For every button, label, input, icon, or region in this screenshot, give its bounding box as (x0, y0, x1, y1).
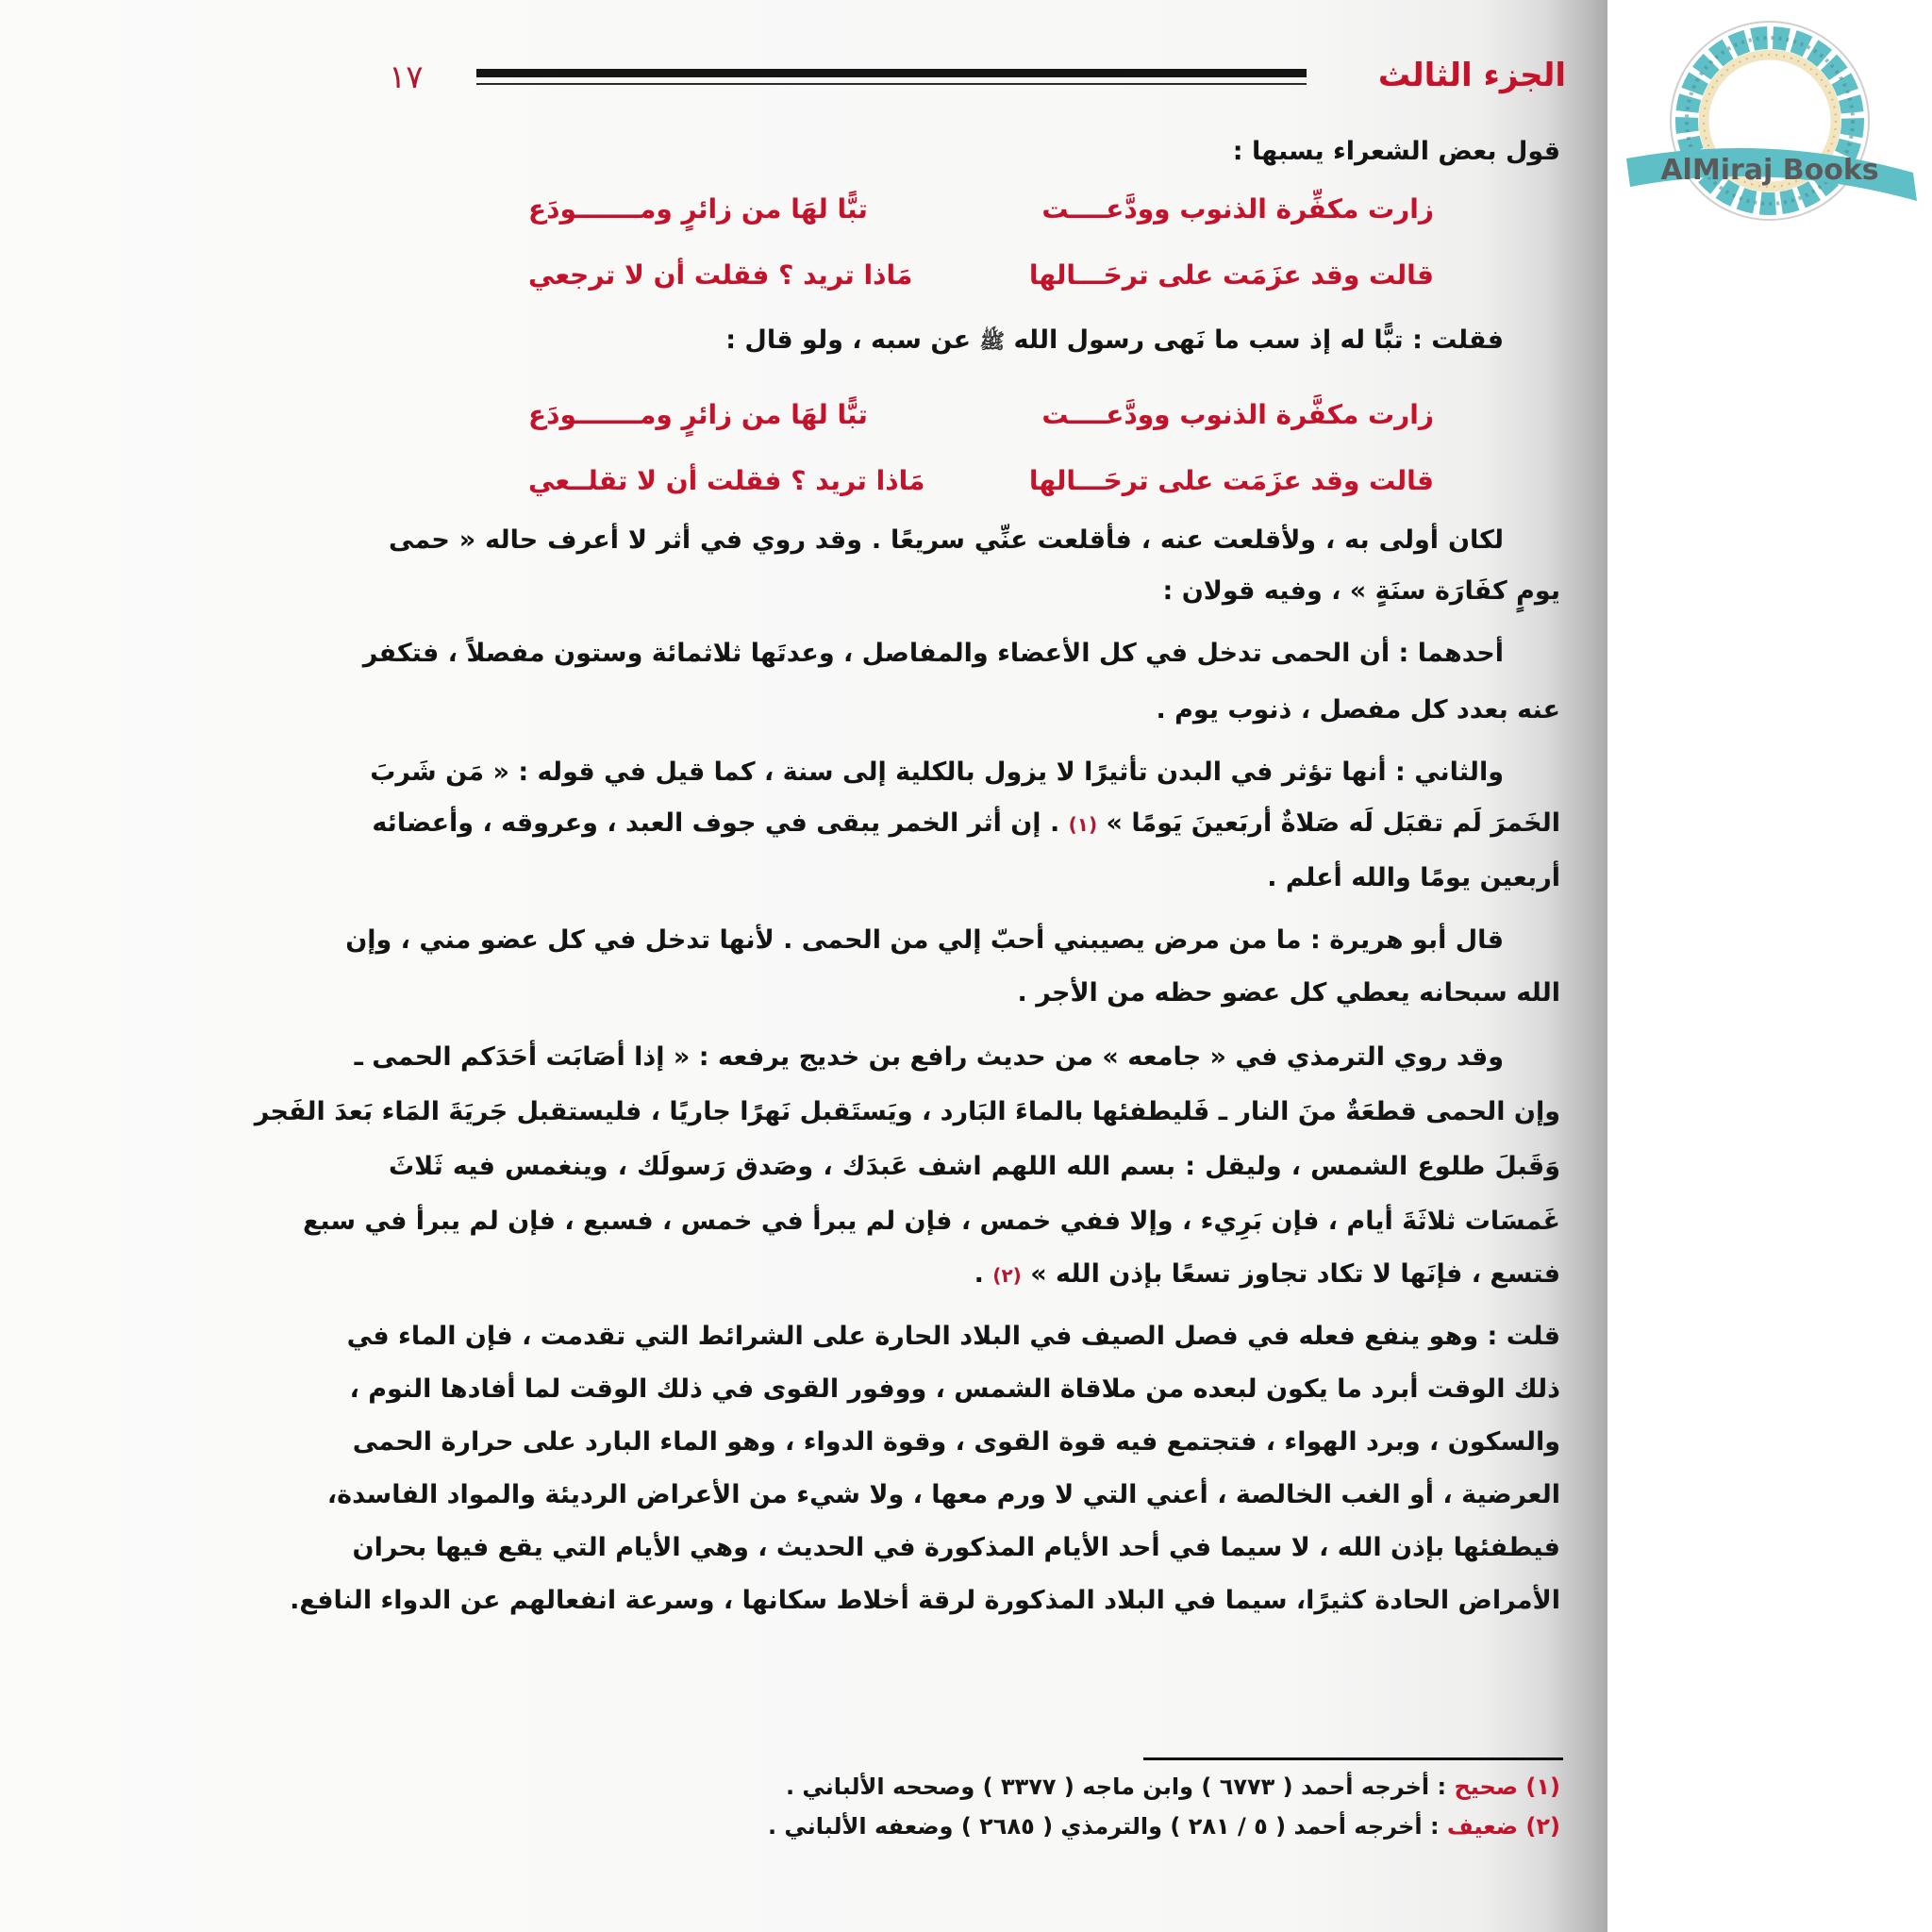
paragraph-7-line-6: الأمراض الحادة كثيرًا، سيما في البلاد المذكورة لرقة أخلاط سكانها ، وسرعة انفعالهم عن الدواء النافع. (290, 1586, 1560, 1615)
paragraph-7-line-3: والسكون ، وبرد الهواء ، فتجتمع فيه قوة القوى ، وقوة الدواء ، وهو الماء البارد على حرارة الحمى (352, 1427, 1560, 1457)
poem-2-verse-1 (528, 394, 1434, 441)
text: وهو ينفع فعله في فصل الصيف في البلاد الحارة على الشرائط التي تقدمت ، فإن الماء في (346, 1322, 1488, 1351)
paragraph-6-line-5 (974, 1255, 1560, 1295)
hadith-text: فتسع ، فإنَها لا تكاد تجاوز تسعًا بإذن الله » (1030, 1259, 1560, 1289)
footnote-grade: صحيح (1454, 1774, 1519, 1800)
footnote-grade: ضعيف (1446, 1813, 1519, 1840)
footnote-2 (768, 1813, 1560, 1840)
footnote-text: : أخرجه أحمد ( ٥ / ٢٨١ ) والترمذي ( ٢٦٨٥ ) وضعفه الألباني . (767, 1813, 1447, 1840)
hemistich-left: تبًّا لهَا من زائرٍ ومـــــــودَع (528, 193, 868, 225)
paragraph-5-line-2: الله سبحانه يعطي كل عضو حظه من الأجر . (1017, 978, 1560, 1008)
footnote-ref-1[interactable]: (١) (1068, 813, 1098, 836)
header-rule-thick (476, 69, 1307, 77)
text: أنها تؤثر في البدن تأثيرًا لا يزول بالكلية إلى سنة ، كما قيل في قوله : « مَن شَربَ (370, 758, 1395, 787)
header-rule-thin (476, 83, 1307, 85)
footnote-number: (١) (1525, 1774, 1560, 1800)
lead-word: قلت : (1487, 1322, 1560, 1351)
paragraph-1 (725, 321, 1504, 362)
poem-2-verse-2 (528, 460, 1434, 508)
hemistich-right: قالت وقد عزَمَت على ترحَـــالها (1028, 465, 1434, 496)
paragraph-6-line-1: وقد روي الترمذي في « جامعه » من حديث رافع بن خديج يرفعه : « إذا أصَابَت أحَدَكم الحمى ـ (354, 1042, 1504, 1072)
footnote-number: (٢) (1525, 1813, 1560, 1840)
footnote-rule (1143, 1757, 1563, 1760)
paragraph-7-line-1 (346, 1317, 1560, 1357)
hemistich-right: زارت مكفِّرة الذنوب وودَّعــــت (1041, 193, 1434, 225)
paragraph-3-line-1 (362, 634, 1504, 674)
paragraph-6-line-2: وإن الحمى قطعَةٌ منَ النار ـ فَليطفئها بالماءَ البَارد ، ويَستَقبل نَهرًا جاريًا ، فليستقبل جَريَةَ المَاء بَعدَ الفَجر (254, 1097, 1560, 1126)
hemistich-left: تبًّا لهَا من زائرٍ ومـــــــودَع (528, 399, 868, 430)
paragraph-4-line-1 (370, 753, 1504, 792)
paragraph-3-line-2: عنه بعدد كل مفصل ، ذنوب يوم . (1156, 695, 1560, 724)
hemistich-right: قالت وقد عزَمَت على ترحَـــالها (1028, 259, 1434, 291)
para-1-after: عن سبه ، ولو قال : (725, 325, 972, 355)
text: أن الحمى تدخل في كل الأعضاء والمفاصل ، وعدتَها ثلاثمائة وستون مفصلاً ، فتكفر (362, 639, 1399, 668)
footnote-1 (786, 1774, 1560, 1800)
paragraph-7-line-2: ذلك الوقت أبرد ما يكون لبعده من ملاقاة الشمس ، ووفور القوى في ذلك الوقت لما أفادها النوم ، (349, 1374, 1560, 1404)
text: ما من مرض يصيبني أحبّ إلي من الحمى . لأنها تدخل في كل عضو مني ، وإن (345, 925, 1311, 955)
paragraph-2-line-1: لكان أولى به ، ولأقلعت عنه ، فأقلعت عنِّي سريعًا . وقد روي في أثر لا أعرف حاله « حمى (389, 525, 1504, 555)
text: . (974, 1259, 993, 1289)
footnote-ref-2[interactable]: (٢) (992, 1264, 1022, 1287)
text: . إن أثر الخمر يبقى في جوف العبد ، وعروقه ، وأعضائه (372, 808, 1060, 838)
paragraph-7-line-5: فيطفئها بإذن الله ، لا سيما في أحد الأيام المذكورة في الحديث ، وهي الأيام التي يقع فيها بحران (352, 1533, 1560, 1562)
paragraph-2-line-2: يومٍ كفَارَة سنَةٍ » ، وفيه قولان : (1162, 576, 1560, 606)
page-number: ١٧ (389, 58, 424, 96)
poem-1-verse-1 (528, 189, 1434, 236)
poem-1-verse-2 (528, 255, 1434, 302)
almiraj-watermark-logo (1619, 17, 1921, 253)
paragraph-6-line-3: وَقَبلَ طلوع الشمس ، وليقل : بسم الله اللهم اشف عَبدَك ، وصَدق رَسولَك ، وينغمس فيه ثَلاثَ (389, 1152, 1560, 1181)
salutation-glyph: ﷺ (979, 330, 1006, 354)
paragraph-6-line-4: غَمسَات ثلاثَةَ أيام ، فإن بَرِيء ، وإلا ففي خمس ، فإن لم يبرأ في خمس ، فسبع ، فإن لم يبرأ في سبع (302, 1207, 1560, 1236)
hemistich-right: زارت مكفَّرة الذنوب وودَّعــــت (1041, 399, 1434, 430)
hemistich-left: مَاذا تريد ؟ فقلت أن لا ترجعي (528, 259, 913, 291)
lead-word: قال أبو هريرة : (1310, 925, 1504, 955)
footnote-text: : أخرجه أحمد ( ٦٧٧٣ ) وابن ماجه ( ٣٣٧٧ ) وصححه الألباني . (785, 1774, 1455, 1800)
lead-word: والثاني : (1395, 758, 1504, 787)
lead-word: أحدهما : (1398, 639, 1504, 668)
paragraph-4-line-2 (372, 804, 1560, 844)
paragraph-5-line-1 (345, 921, 1504, 960)
intro-line: قول بعض الشعراء يسبها : (1232, 137, 1560, 166)
hemistich-left: مَاذا تريد ؟ فقلت أن لا تقلــعي (528, 465, 925, 496)
para-1-before: فقلت : تبًّا له إذ سب ما نَهى رسول الله (1013, 325, 1504, 355)
running-head: الجزء الثالث (1377, 57, 1566, 94)
paragraph-4-line-3: أربعين يومًا والله أعلم . (1267, 863, 1560, 892)
paragraph-7-line-4: العرضية ، أو الغب الخالصة ، أعني التي لا ورم معها ، ولا شيء من الأعراض الرديئة والمواد الفاسدة، (326, 1480, 1560, 1509)
hadith-text: الخَمرَ لَم تقبَل لَه صَلاةٌ أربَعينَ يَومًا » (1106, 808, 1560, 838)
watermark-label: AlMiraj Books (1660, 154, 1879, 187)
